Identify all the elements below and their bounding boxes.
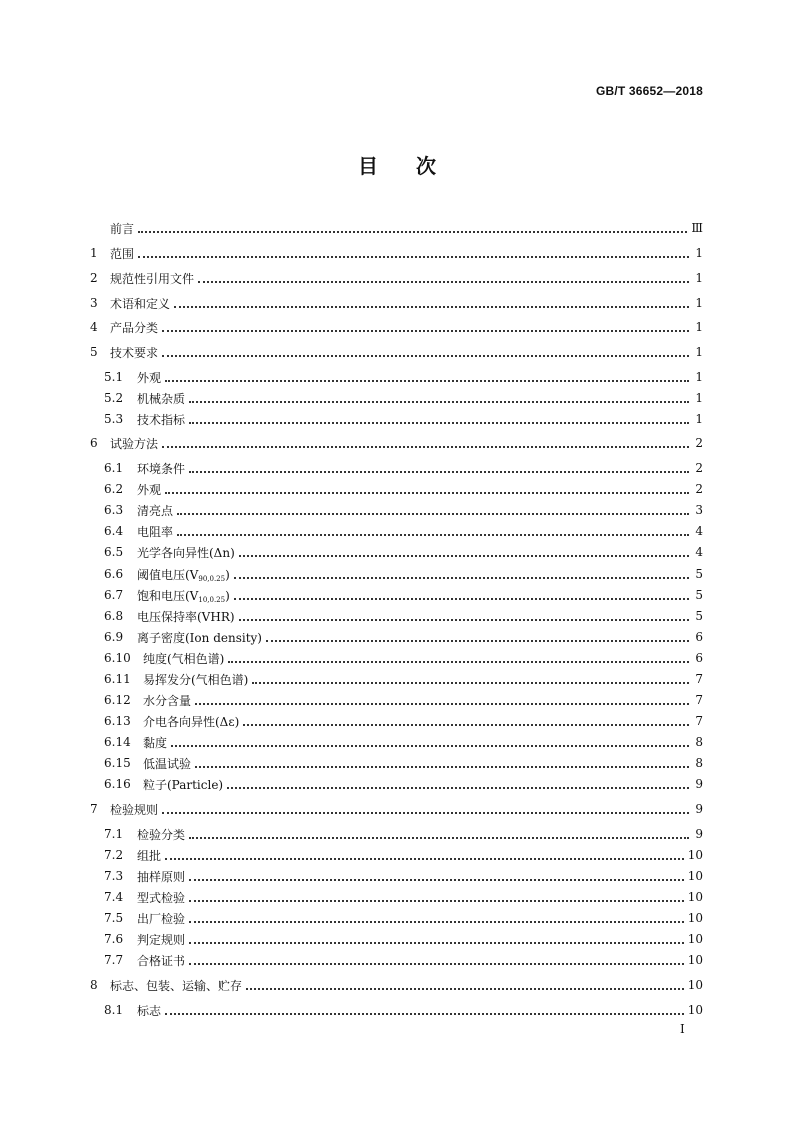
toc-leader-dots xyxy=(252,681,689,684)
toc-leader-dots xyxy=(162,329,689,332)
toc-entry-label: 检验规则 xyxy=(110,802,159,817)
toc-entry[interactable] xyxy=(104,501,703,519)
toc-leader-dots xyxy=(266,639,689,642)
toc-entry-number: 7.5 xyxy=(104,911,124,925)
toc-entry[interactable] xyxy=(104,670,703,688)
toc-leader-dots xyxy=(239,618,689,621)
toc-entry-label: 标志 xyxy=(137,1003,162,1018)
toc-entry-label: 试验方法 xyxy=(110,436,159,451)
toc-entry-label xyxy=(137,566,230,583)
toc-leader-dots xyxy=(138,230,687,233)
toc-entry[interactable] xyxy=(104,649,703,667)
toc-leader-dots xyxy=(246,987,684,990)
toc-entry-label: 术语和定义 xyxy=(110,296,171,311)
toc-entry-label: 技术指标 xyxy=(137,412,186,427)
toc-entry-page: 1 xyxy=(695,412,703,426)
toc-entry-label: 标志、包装、运输、贮存 xyxy=(110,978,243,993)
toc-leader-dots xyxy=(165,379,689,382)
toc-entry-page: 1 xyxy=(695,370,703,384)
toc-entry[interactable] xyxy=(104,459,703,477)
toc-entry-label: 介电各向异性(Δε) xyxy=(143,714,240,729)
toc-leader-dots xyxy=(162,445,689,448)
toc-entry[interactable] xyxy=(104,389,703,407)
toc-entry-label: 易挥发分(气相色谱) xyxy=(143,672,249,687)
toc-entry-label: 合格证书 xyxy=(137,953,186,968)
toc-entry-number: 7.6 xyxy=(104,932,124,946)
toc-entry[interactable] xyxy=(90,976,703,994)
document-code: GB/T 36652—2018 xyxy=(595,84,703,98)
toc-entry-number: 6.4 xyxy=(104,524,124,538)
toc-leader-dots xyxy=(189,899,684,902)
toc-entry-page: 4 xyxy=(695,524,703,538)
toc-entry-number: 6.14 xyxy=(104,735,131,749)
toc-entry-page: 5 xyxy=(695,588,703,602)
toc-leader-dots xyxy=(162,811,689,814)
toc-leader-dots xyxy=(189,920,684,923)
toc-leader-dots xyxy=(228,660,689,663)
toc-leader-dots xyxy=(227,786,689,789)
toc-entry[interactable] xyxy=(104,846,703,864)
toc-entry-label: 检验分类 xyxy=(137,827,186,842)
toc-leader-dots xyxy=(189,962,684,965)
toc-entry[interactable] xyxy=(104,930,703,948)
toc-entry-label: 电阻率 xyxy=(137,524,174,539)
toc-entry-number: 6.5 xyxy=(104,545,124,559)
toc-entry-number: 5.1 xyxy=(104,370,124,384)
toc-leader-dots xyxy=(195,702,689,705)
toc-entry-label: 外观 xyxy=(137,370,162,385)
toc-entry-page: 10 xyxy=(687,978,703,992)
toc-entry-page: 2 xyxy=(695,436,703,450)
toc-leader-dots xyxy=(234,576,689,579)
toc-leader-dots xyxy=(198,280,689,283)
toc-entry-number: 6.7 xyxy=(104,588,124,602)
toc-entry-page: 7 xyxy=(695,714,703,728)
toc-entry[interactable] xyxy=(104,775,703,793)
toc-entry[interactable] xyxy=(104,522,703,540)
toc-entry[interactable] xyxy=(104,410,703,428)
toc-leader-dots xyxy=(177,512,689,515)
page-folio: I xyxy=(680,1022,685,1036)
toc-entry[interactable] xyxy=(104,712,703,730)
toc-entry-number: 2 xyxy=(90,271,98,285)
toc-entry-label-end: ) xyxy=(225,588,230,603)
toc-entry[interactable] xyxy=(90,269,703,287)
toc-entry-number: 3 xyxy=(90,296,98,310)
toc-entry-page: 10 xyxy=(687,953,703,967)
toc-entry-number: 6.1 xyxy=(104,461,124,475)
toc-entry-label: 组批 xyxy=(137,848,162,863)
toc-entry-number: 6.13 xyxy=(104,714,131,728)
toc-entry[interactable] xyxy=(104,1001,703,1019)
toc-entry[interactable] xyxy=(104,909,703,927)
toc-entry-label: 低温试验 xyxy=(143,756,192,771)
toc-leader-dots xyxy=(189,470,689,473)
toc-leader-dots xyxy=(138,255,689,258)
toc-entry-page: Ⅲ xyxy=(691,221,703,235)
toc-entry-page: 2 xyxy=(695,461,703,475)
toc-entry[interactable] xyxy=(104,543,703,561)
toc-entry-label: 环境条件 xyxy=(137,461,186,476)
toc-entry-number: 6.6 xyxy=(104,567,124,581)
toc-leader-dots xyxy=(189,400,689,403)
toc-entry-page: 5 xyxy=(695,567,703,581)
toc-entry-number: 6.3 xyxy=(104,503,124,517)
toc-entry-number: 7.1 xyxy=(104,827,124,841)
toc-leader-dots xyxy=(174,305,689,308)
toc-entry-page: 8 xyxy=(695,756,703,770)
toc-entry-number: 8.1 xyxy=(104,1003,124,1017)
toc-entry-page: 10 xyxy=(687,932,703,946)
toc-entry[interactable] xyxy=(104,480,703,498)
toc-leader-dots xyxy=(165,857,684,860)
toc-entry-number: 7.2 xyxy=(104,848,124,862)
toc-entry-label: 技术要求 xyxy=(110,345,159,360)
toc-entry-number: 6.16 xyxy=(104,777,131,791)
toc-entry[interactable] xyxy=(90,343,703,361)
toc-entry[interactable] xyxy=(90,800,703,818)
toc-leader-dots xyxy=(177,533,689,536)
toc-entry-label: 纯度(气相色谱) xyxy=(143,651,225,666)
toc-entry-number: 6.15 xyxy=(104,756,131,770)
toc-entry-number: 6.2 xyxy=(104,482,124,496)
toc-entry-page: 7 xyxy=(695,672,703,686)
toc-entry[interactable] xyxy=(104,825,703,843)
toc-entry-number: 5.2 xyxy=(104,391,124,405)
toc-entry-number: 1 xyxy=(90,246,98,260)
toc-leader-dots xyxy=(189,836,689,839)
toc-entry-number: 7.7 xyxy=(104,953,124,967)
toc-entry-page: 2 xyxy=(695,482,703,496)
toc-entry[interactable] xyxy=(104,888,703,906)
toc-entry-label: 型式检验 xyxy=(137,890,186,905)
toc-entry-number: 6.12 xyxy=(104,693,131,707)
toc-entry-label: 离子密度(Ion density) xyxy=(137,630,262,645)
toc-entry-page: 1 xyxy=(695,391,703,405)
toc-leader-dots xyxy=(234,597,689,600)
toc-entry-page: 10 xyxy=(687,848,703,862)
toc-leader-dots xyxy=(165,491,689,494)
toc-entry-label: 水分含量 xyxy=(143,693,192,708)
toc-entry-page: 10 xyxy=(687,1003,703,1017)
toc-entry[interactable] xyxy=(104,565,703,583)
toc-entry-number: 8 xyxy=(90,978,98,992)
toc-entry-number: 4 xyxy=(90,320,98,334)
toc-entry-page: 1 xyxy=(695,320,703,334)
toc-entry-page: 10 xyxy=(687,911,703,925)
toc-entry[interactable] xyxy=(104,628,703,646)
toc-entry-label: 范围 xyxy=(110,246,135,261)
toc-entry-label: 机械杂质 xyxy=(137,391,186,406)
toc-entry[interactable] xyxy=(104,733,703,751)
toc-entry[interactable] xyxy=(104,867,703,885)
toc-entry[interactable] xyxy=(104,586,703,604)
toc-leader-dots xyxy=(239,554,689,557)
toc-entry[interactable] xyxy=(90,434,703,452)
toc-entry[interactable] xyxy=(90,318,703,336)
toc-entry-label xyxy=(137,587,230,604)
toc-entry-page: 10 xyxy=(687,869,703,883)
toc-entry-number: 7.3 xyxy=(104,869,124,883)
toc-entry-number: 7 xyxy=(90,802,98,816)
toc-entry-number: 6.10 xyxy=(104,651,131,665)
toc-entry-label: 光学各向异性(Δn) xyxy=(137,545,235,560)
toc-entry-label-subscript: 10,0.25 xyxy=(198,595,226,604)
toc-entry-number: 7.4 xyxy=(104,890,124,904)
toc-entry-number: 5 xyxy=(90,345,98,359)
page-title: 目次 xyxy=(358,154,474,178)
toc-entry[interactable] xyxy=(104,754,703,772)
toc-leader-dots xyxy=(189,941,684,944)
toc-entry[interactable] xyxy=(90,219,703,237)
toc-entry-label: 清亮点 xyxy=(137,503,174,518)
toc-entry-label: 前言 xyxy=(110,221,135,236)
toc-entry[interactable] xyxy=(104,691,703,709)
toc-entry-page: 1 xyxy=(695,271,703,285)
toc-entry-label: 产品分类 xyxy=(110,320,159,335)
toc-entry-page: 8 xyxy=(695,735,703,749)
toc-entry[interactable] xyxy=(90,244,703,262)
toc-entry-page: 7 xyxy=(695,693,703,707)
toc-leader-dots xyxy=(243,723,689,726)
toc-entry[interactable] xyxy=(104,607,703,625)
toc-entry-number: 5.3 xyxy=(104,412,124,426)
toc-entry-page: 3 xyxy=(695,503,703,517)
toc-entry-page: 6 xyxy=(695,630,703,644)
toc-entry-page: 1 xyxy=(695,296,703,310)
toc-entry-label-subscript: 90,0.25 xyxy=(198,574,226,583)
toc-entry-page: 10 xyxy=(687,890,703,904)
toc-entry-page: 4 xyxy=(695,545,703,559)
toc-entry-label: 黏度 xyxy=(143,735,168,750)
toc-entry-page: 1 xyxy=(695,246,703,260)
toc-entry-page: 9 xyxy=(695,802,703,816)
toc-leader-dots xyxy=(162,354,689,357)
toc-leader-dots xyxy=(171,744,689,747)
toc-entry-label-end: ) xyxy=(225,567,230,582)
toc-entry-label: 电压保持率(VHR) xyxy=(137,609,235,624)
toc-entry-number: 6 xyxy=(90,436,98,450)
toc-entry[interactable] xyxy=(90,294,703,312)
toc-entry-page: 6 xyxy=(695,651,703,665)
toc-entry-page: 9 xyxy=(695,827,703,841)
toc-entry-label: 规范性引用文件 xyxy=(110,271,195,286)
toc-entry-label: 抽样原则 xyxy=(137,869,186,884)
toc-leader-dots xyxy=(189,421,689,424)
toc-entry-number: 6.8 xyxy=(104,609,124,623)
toc-leader-dots xyxy=(195,765,689,768)
toc-entry-label: 判定规则 xyxy=(137,932,186,947)
toc-entry-label: 粒子(Particle) xyxy=(143,777,224,792)
toc-entry-page: 9 xyxy=(695,777,703,791)
toc-leader-dots xyxy=(189,878,684,881)
toc-leader-dots xyxy=(165,1012,684,1015)
toc-entry[interactable] xyxy=(104,368,703,386)
toc-entry-page: 5 xyxy=(695,609,703,623)
toc-entry[interactable] xyxy=(104,951,703,969)
toc-entry-number: 6.9 xyxy=(104,630,124,644)
toc-entry-label: 外观 xyxy=(137,482,162,497)
toc-entry-page: 1 xyxy=(695,345,703,359)
toc-entry-label-main: 阈值电压(V xyxy=(137,567,199,582)
toc-entry-label-main: 饱和电压(V xyxy=(137,588,199,603)
toc-entry-label: 出厂检验 xyxy=(137,911,186,926)
toc-entry-number: 6.11 xyxy=(104,672,131,686)
